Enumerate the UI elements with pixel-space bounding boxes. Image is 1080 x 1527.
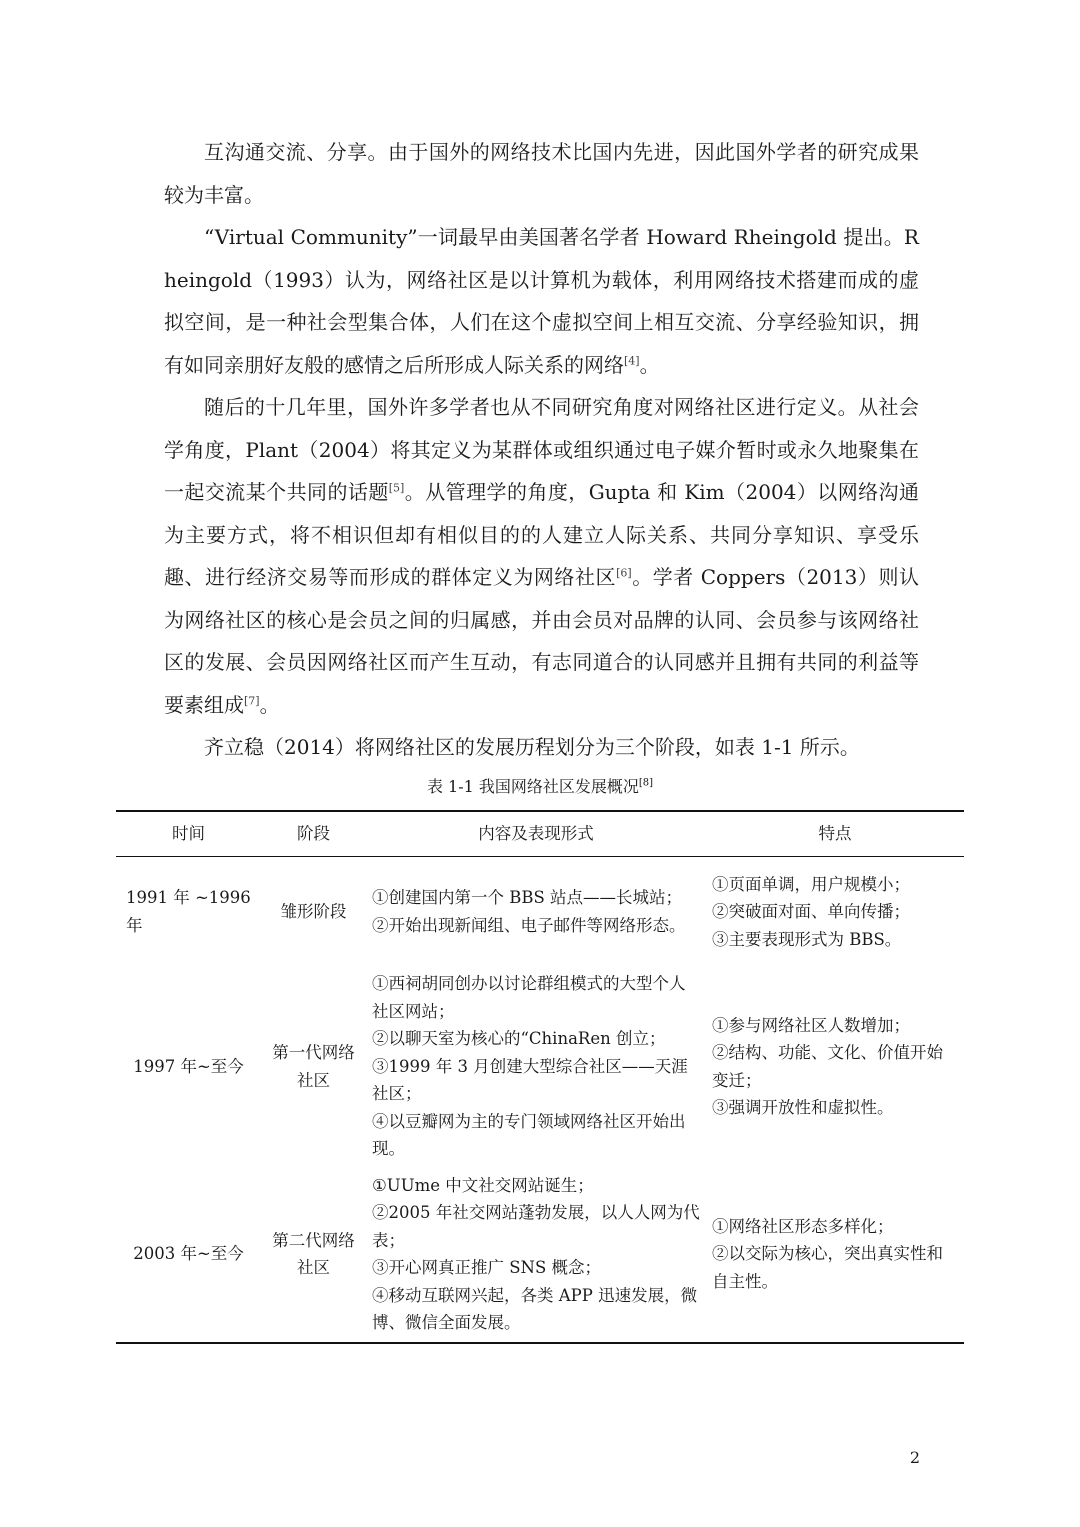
- header-time: 时间: [116, 811, 261, 857]
- content-line: ②2005 年社交网站蓬勃发展，以人人网为代表；: [372, 1203, 700, 1250]
- content-line: ②以聊天室为核心的“ChinaRen 创立；: [372, 1029, 666, 1049]
- paragraph-3-text-c: 。学者 Coppers（2013）则认为网络社区的核心是会员之间的归属感，并由会员对品牌的认同、会员参与该网络社区的发展、会员因网络社区而产生互动，有志同道合的认同感并且拥有共同的利益等要素组成: [164, 565, 919, 717]
- table-header-row: [116, 811, 964, 857]
- cell-content: [366, 967, 706, 1167]
- feature-line: ①网络社区形态多样化；: [712, 1216, 894, 1236]
- header-content: 内容及表现形式: [366, 811, 706, 857]
- feature-line: ②结构、功能、文化、价值开始变迁；: [712, 1043, 943, 1090]
- cell-content: [366, 857, 706, 967]
- development-table: [116, 810, 964, 1344]
- paragraph-3-end: 。: [259, 692, 280, 717]
- cell-features: [706, 857, 964, 967]
- paragraph-4-text: 齐立稳（2014）将网络社区的发展历程划分为三个阶段，如表 1-1 所示。: [204, 735, 860, 759]
- feature-line: ①页面单调，用户规模小；: [712, 874, 910, 894]
- cell-time: 1997 年~至今: [133, 1056, 244, 1076]
- feature-line: ②以交际为核心，突出真实性和自主性。: [712, 1244, 943, 1291]
- paragraph-1-text: 互沟通交流、分享。由于国外的网络技术比国内先进，因此国外学者的研究成果较为丰富。: [164, 140, 919, 207]
- cell-stage: 第一代网络社区: [272, 1043, 355, 1090]
- cell-time: 2003 年~至今: [116, 1167, 261, 1343]
- paragraph-3-text-b: 。从管理学的角度，Gupta 和 Kim（2004）以网络沟通为主要方式，将不相识但却有相似目的的人建立人际关系、共同分享知识、享受乐趣、进行经济交易等而形成的群体定义为网络社区: [164, 480, 919, 589]
- citation-ref-4: [4]: [624, 353, 640, 367]
- paragraph-4: [164, 726, 919, 769]
- cell-stage: 第二代网络社区: [261, 1167, 366, 1343]
- cell-content: [366, 1167, 706, 1343]
- paragraph-2-text: “Virtual Community”一词最早由美国著名学者 Howard Rheingold 提出。Rheingold（1993）认为，网络社区是以计算机为载体，利用网络技术搭建而成的虚拟空间，是一种社会型集合体，人们在这个虚拟空间上相互交流、分享经验知识，拥有如同亲朋好友般的感情之后所形成人际关系的网络: [164, 225, 919, 377]
- content-line: ③1999 年 3 月创建大型综合社区——天涯社区；: [372, 1056, 688, 1104]
- header-features: 特点: [706, 811, 964, 857]
- paragraph-3-text-a: 随后的十几年里，国外许多学者也从不同研究角度对网络社区进行定义。从社会学角度，Plant（2004）将其定义为某群体或组织通过电子媒介暂时或永久地聚集在一起交流某个共同的话题: [164, 395, 919, 504]
- content-line: ①UUme 中文社交网站诞生；: [372, 1175, 594, 1195]
- cell-features: [706, 967, 964, 1167]
- cell-features: [706, 1167, 964, 1343]
- cell-time: 1991 年 ~1996 年: [126, 888, 251, 935]
- paragraph-1: [164, 131, 919, 216]
- content-line: ④移动互联网兴起，各类 APP 迅速发展，微博、微信全面发展。: [372, 1285, 698, 1332]
- table-caption-ref: [8]: [638, 777, 654, 789]
- content-line: ①西祠胡同创办以讨论群组模式的大型个人社区网站；: [372, 974, 686, 1021]
- citation-ref-6: [6]: [616, 566, 632, 580]
- paragraph-3: [164, 386, 919, 726]
- content-line: ①创建国内第一个 BBS 站点——长城站；: [372, 888, 683, 908]
- feature-line: ②突破面对面、单向传播；: [712, 902, 910, 921]
- feature-line: ①参与网络社区人数增加；: [712, 1015, 910, 1035]
- citation-ref-7: [7]: [244, 693, 260, 707]
- feature-line: ③主要表现形式为 BBS。: [712, 929, 902, 949]
- table-row: [116, 967, 964, 1167]
- paragraph-2-end: 。: [639, 352, 660, 377]
- content-line: ②开始出现新闻组、电子邮件等网络形态。: [372, 915, 686, 935]
- feature-line: ③强调开放性和虚拟性。: [712, 1098, 894, 1117]
- table-row: [116, 1167, 964, 1343]
- table-caption: [116, 776, 964, 798]
- cell-stage: 雏形阶段: [280, 902, 347, 921]
- content-line: ④以豆瓣网为主的专门领域网络社区开始出现。: [372, 1111, 686, 1159]
- table-caption-text: 表 1-1 我国网络社区发展概况: [426, 777, 639, 796]
- paragraph-2: [164, 216, 919, 386]
- content-line: ③开心网真正推广 SNS 概念；: [372, 1258, 602, 1277]
- table-row: [116, 857, 964, 967]
- header-stage: 阶段: [261, 811, 366, 857]
- page-number: 2: [909, 1448, 920, 1467]
- citation-ref-5: [5]: [388, 481, 405, 495]
